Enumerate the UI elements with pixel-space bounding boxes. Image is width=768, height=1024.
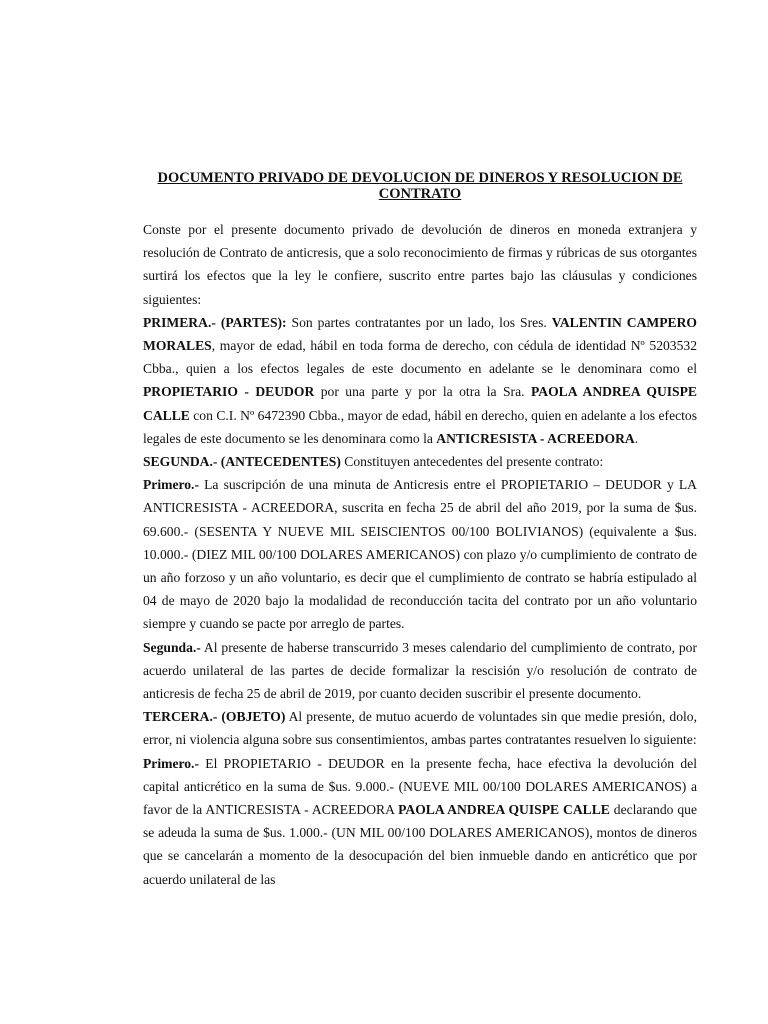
segunda-item-segunda-label: Segunda.-	[143, 639, 201, 655]
clause-segunda-heading: SEGUNDA.- (ANTECEDENTES)	[143, 454, 341, 470]
role-anticresista-creditor: ANTICRESISTA - ACREEDORA	[436, 430, 635, 446]
clause-primera-text-3: por una parte y por la otra la Sra.	[314, 384, 531, 400]
clause-primera-text-1: Son partes contratantes por un lado, los Sres.	[286, 314, 552, 330]
segunda-item-segunda-text: Al presente de haberse transcurrido 3 meses calendario del cumplimiento de contrato, por acuerdo unilateral de las partes de decide formalizar la rescisión y/o resolución de contrato de anticresis de fecha 25 de abril de 2019, por cuanto deciden suscribir el presente documento.	[143, 639, 697, 702]
clause-primera-text-4: con C.I. Nº 6472390 Cbba., mayor de edad, hábil en derecho, quien en adelante a los efectos legales de este documento se les denominara como la	[143, 407, 697, 446]
clause-primera	[143, 311, 697, 450]
segunda-item-primero	[143, 473, 697, 635]
segunda-item-primero-text: La suscripción de una minuta de Anticresis entre el PROPIETARIO – DEUDOR y LA ANTICRESISTA - ACREEDORA, suscrita en fecha 25 de abril del año 2019, por la suma de $us. 69.600.- (SESENTA Y NUEVE MIL SEISCIENTOS 00/100 BOLIVIANOS) (equivalente a $us. 10.000.- (DIEZ MIL 00/100 DOLARES AMERICANOS) con plazo y/o cumplimiento de contrato de un año forzoso y un año voluntario, es decir que el cumplimiento de contrato se habría estipulado al 04 de mayo de 2020 bajo la modalidad de reconducción tacita del contrato por un año voluntario siempre y cuando se pacte por arreglo de partes.	[143, 477, 697, 632]
tercera-creditor-name: PAOLA ANDREA QUISPE CALLE	[398, 802, 610, 818]
clause-primera-heading: PRIMERA.- (PARTES):	[143, 314, 287, 330]
segunda-item-primero-label: Primero.-	[143, 477, 199, 493]
tercera-item-primero-label: Primero.-	[143, 755, 199, 771]
clause-primera-text-5: .	[634, 430, 639, 446]
clause-tercera	[143, 705, 697, 751]
party-creditor-name: PAOLA ANDREA QUISPE CALLE	[143, 384, 697, 423]
party-owner-name: VALENTIN CAMPERO MORALES	[143, 314, 697, 354]
tercera-item-primero-text-1: El PROPIETARIO - DEUDOR en la presente fecha, hace efectiva la devolución del capital anticrético en la suma de $us. 9.000.- (NUEVE MIL 00/100 DOLARES AMERICANOS) a favor de la ANTICRESISTA - ACREEDORA	[143, 755, 697, 818]
clause-primera-text-2: , mayor de edad, hábil en toda forma de derecho, con cédula de identidad Nº 5203532 Cbba., quien a los efectos legales de este documento en adelante se le denominara como el	[143, 338, 697, 377]
clause-segunda	[143, 450, 697, 473]
clause-tercera-text: Al presente, de mutuo acuerdo de voluntades sin que medie presión, dolo, error, ni violencia alguna sobre sus consentimientos, ambas partes contratantes resuelven lo siguiente:	[143, 709, 697, 748]
role-owner-debtor: PROPIETARIO - DEUDOR	[143, 384, 315, 400]
segunda-item-segunda	[143, 636, 697, 706]
tercera-item-primero-text-2: declarando que se adeuda la suma de $us. 1.000.- (UN MIL 00/100 DOLARES AMERICANOS), montos de dineros que se cancelarán a momento de la desocupación del bien inmueble dando en anticrético que por acuerdo unilateral de las	[143, 802, 697, 887]
clause-segunda-text: Constituyen antecedentes del presente contrato:	[340, 454, 604, 470]
intro-paragraph: Conste por el presente documento privado de devolución de dineros en moneda extranjera y resolución de Contrato de anticresis, que a solo reconocimiento de firmas y rúbricas de sus otorgantes surtirá los efectos que la ley le confiere, suscrito entre partes bajo las cláusulas y condiciones siguientes:	[143, 222, 697, 307]
document-body	[143, 170, 697, 891]
tercera-item-primero	[143, 752, 697, 891]
document-title: DOCUMENTO PRIVADO DE DEVOLUCION DE DINEROS Y RESOLUCION DE CONTRATO	[157, 170, 683, 202]
clause-tercera-heading: TERCERA.- (OBJETO)	[143, 709, 286, 725]
